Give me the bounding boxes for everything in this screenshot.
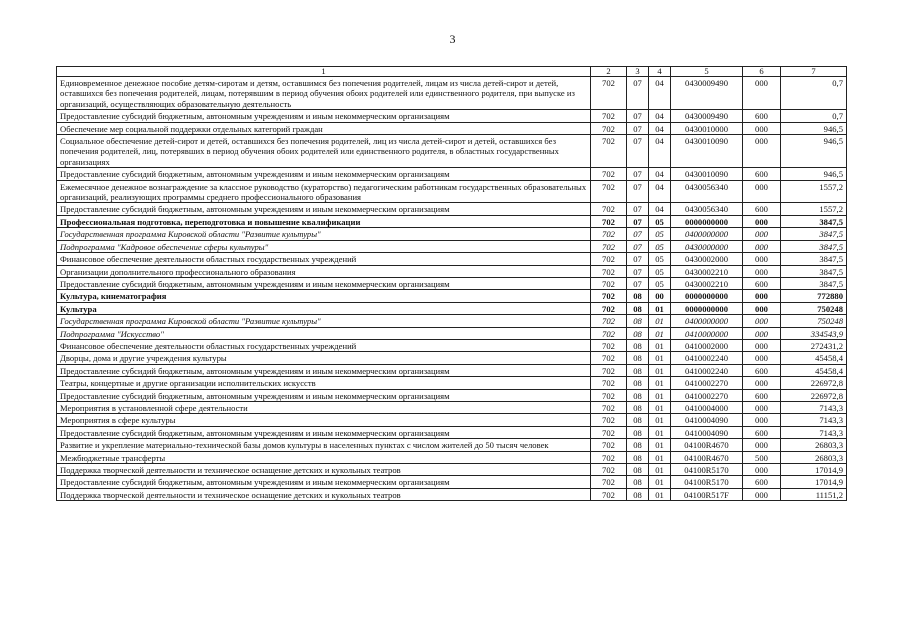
amount-cell: 0,7 [781, 77, 847, 110]
admin-code-cell: 702 [591, 414, 627, 426]
table-row [57, 352, 847, 364]
amount-cell: 26803,3 [781, 439, 847, 451]
item-name-cell: Ежемесячное денежное вознаграждение за классное руководство (кураторство) педагогическим работникам государственных образовательных организаций, реализующих программы среднего профессионального образования [57, 180, 591, 203]
target-article-cell: 0430010090 [671, 168, 743, 180]
admin-code-cell: 702 [591, 180, 627, 203]
section-cell: 07 [627, 135, 649, 168]
item-name-cell: Предоставление субсидий бюджетным, автономным учреждениям и иным некоммерческим организациям [57, 364, 591, 376]
admin-code-cell: 702 [591, 77, 627, 110]
subsection-cell: 01 [649, 439, 671, 451]
expense-type-cell: 000 [743, 401, 781, 413]
subsection-cell: 05 [649, 265, 671, 277]
target-article-cell: 0000000000 [671, 215, 743, 227]
subsection-cell: 00 [649, 290, 671, 302]
subsection-cell: 01 [649, 377, 671, 389]
expense-type-cell: 000 [743, 377, 781, 389]
expense-type-cell: 000 [743, 352, 781, 364]
expense-type-cell: 600 [743, 168, 781, 180]
amount-cell: 26803,3 [781, 451, 847, 463]
target-article-cell: 0410002000 [671, 339, 743, 351]
header-cell: 3 [627, 67, 649, 77]
admin-code-cell: 702 [591, 401, 627, 413]
table-row [57, 315, 847, 327]
amount-cell: 772880 [781, 290, 847, 302]
expense-type-cell: 000 [743, 464, 781, 476]
table-row [57, 327, 847, 339]
item-name-cell: Профессиональная подготовка, переподготовка и повышение квалификации [57, 215, 591, 227]
admin-code-cell: 702 [591, 439, 627, 451]
expense-type-cell: 000 [743, 339, 781, 351]
expense-type-cell: 600 [743, 364, 781, 376]
header-cell: 1 [57, 67, 591, 77]
expense-type-cell: 600 [743, 203, 781, 215]
subsection-cell: 05 [649, 253, 671, 265]
subsection-cell: 01 [649, 464, 671, 476]
section-cell: 07 [627, 228, 649, 240]
subsection-cell: 04 [649, 122, 671, 134]
expense-type-cell: 000 [743, 77, 781, 110]
target-article-cell: 0430002210 [671, 277, 743, 289]
subsection-cell: 01 [649, 488, 671, 500]
target-article-cell: 04100R4670 [671, 451, 743, 463]
item-name-cell: Предоставление субсидий бюджетным, автономным учреждениям и иным некоммерческим организациям [57, 277, 591, 289]
table-row [57, 110, 847, 122]
table-row [57, 122, 847, 134]
target-article-cell: 0430010000 [671, 122, 743, 134]
subsection-cell: 05 [649, 215, 671, 227]
subsection-cell: 01 [649, 389, 671, 401]
expense-type-cell: 600 [743, 476, 781, 488]
header-cell: 6 [743, 67, 781, 77]
admin-code-cell: 702 [591, 315, 627, 327]
amount-cell: 226972,8 [781, 389, 847, 401]
subsection-cell: 05 [649, 240, 671, 252]
table-row [57, 265, 847, 277]
item-name-cell: Предоставление субсидий бюджетным, автономным учреждениям и иным некоммерческим организациям [57, 426, 591, 438]
section-cell: 08 [627, 364, 649, 376]
table-row [57, 364, 847, 376]
table-row [57, 168, 847, 180]
subsection-cell: 04 [649, 168, 671, 180]
target-article-cell: 0430009490 [671, 110, 743, 122]
expense-type-cell: 600 [743, 277, 781, 289]
table-row [57, 203, 847, 215]
admin-code-cell: 702 [591, 168, 627, 180]
amount-cell: 7143,3 [781, 401, 847, 413]
amount-cell: 45458,4 [781, 364, 847, 376]
target-article-cell: 0000000000 [671, 290, 743, 302]
expense-type-cell: 000 [743, 240, 781, 252]
subsection-cell: 05 [649, 228, 671, 240]
item-name-cell: Предоставление субсидий бюджетным, автономным учреждениям и иным некоммерческим организациям [57, 110, 591, 122]
item-name-cell: Мероприятия в установленной сфере деятельности [57, 401, 591, 413]
admin-code-cell: 702 [591, 203, 627, 215]
table-row [57, 476, 847, 488]
expense-type-cell: 600 [743, 426, 781, 438]
target-article-cell: 0400000000 [671, 315, 743, 327]
amount-cell: 17014,9 [781, 476, 847, 488]
admin-code-cell: 702 [591, 377, 627, 389]
target-article-cell: 0410004090 [671, 414, 743, 426]
subsection-cell: 04 [649, 203, 671, 215]
item-name-cell: Предоставление субсидий бюджетным, автономным учреждениям и иным некоммерческим организациям [57, 476, 591, 488]
admin-code-cell: 702 [591, 389, 627, 401]
item-name-cell: Дворцы, дома и другие учреждения культуры [57, 352, 591, 364]
section-cell: 08 [627, 464, 649, 476]
table-row [57, 240, 847, 252]
expense-type-cell: 000 [743, 253, 781, 265]
admin-code-cell: 702 [591, 122, 627, 134]
amount-cell: 3847,5 [781, 240, 847, 252]
section-cell: 07 [627, 122, 649, 134]
subsection-cell: 01 [649, 414, 671, 426]
admin-code-cell: 702 [591, 339, 627, 351]
item-name-cell: Театры, концертные и другие организации исполнительских искусств [57, 377, 591, 389]
item-name-cell: Единовременное денежное пособие детям-сиротам и детям, оставшимся без попечения родителей, лицам из числа детей-сирот и детей, оставшихся без попечения родителей, лицам, потерявшим в период обучения обоих родителей или единственного родителя, при выпуске из организаций, осуществляющих образовательную деятельность [57, 77, 591, 110]
section-cell: 08 [627, 352, 649, 364]
section-cell: 07 [627, 215, 649, 227]
item-name-cell: Финансовое обеспечение деятельности областных государственных учреждений [57, 339, 591, 351]
item-name-cell: Поддержка творческой деятельности и техническое оснащение детских и кукольных театров [57, 488, 591, 500]
item-name-cell: Культура, кинематография [57, 290, 591, 302]
item-name-cell: Финансовое обеспечение деятельности областных государственных учреждений [57, 253, 591, 265]
section-cell: 07 [627, 265, 649, 277]
table-row [57, 77, 847, 110]
amount-cell: 7143,3 [781, 426, 847, 438]
admin-code-cell: 702 [591, 240, 627, 252]
admin-code-cell: 702 [591, 488, 627, 500]
item-name-cell: Межбюджетные трансферты [57, 451, 591, 463]
amount-cell: 0,7 [781, 110, 847, 122]
expense-type-cell: 000 [743, 135, 781, 168]
table-row [57, 401, 847, 413]
expense-type-cell: 000 [743, 290, 781, 302]
item-name-cell: Предоставление субсидий бюджетным, автономным учреждениям и иным некоммерческим организациям [57, 389, 591, 401]
amount-cell: 3847,5 [781, 215, 847, 227]
target-article-cell: 0410002270 [671, 377, 743, 389]
target-article-cell: 04100R5170 [671, 476, 743, 488]
subsection-cell: 01 [649, 327, 671, 339]
expense-type-cell: 600 [743, 110, 781, 122]
subsection-cell: 05 [649, 277, 671, 289]
section-cell: 08 [627, 302, 649, 314]
subsection-cell: 04 [649, 77, 671, 110]
target-article-cell: 0410002240 [671, 352, 743, 364]
item-name-cell: Подпрограмма "Искусство" [57, 327, 591, 339]
target-article-cell: 0410000000 [671, 327, 743, 339]
amount-cell: 3847,5 [781, 277, 847, 289]
amount-cell: 3847,5 [781, 265, 847, 277]
amount-cell: 17014,9 [781, 464, 847, 476]
amount-cell: 3847,5 [781, 228, 847, 240]
target-article-cell: 0410004090 [671, 426, 743, 438]
table-row [57, 290, 847, 302]
section-cell: 08 [627, 426, 649, 438]
section-cell: 07 [627, 168, 649, 180]
item-name-cell: Социальное обеспечение детей-сирот и детей, оставшихся без попечения родителей, лиц из числа детей-сирот и детей, оставшихся без попечения родителей, лиц, потерявших в период обучения обоих родителей или единственного родителя, в областных государственных организациях [57, 135, 591, 168]
expense-type-cell: 000 [743, 439, 781, 451]
item-name-cell: Предоставление субсидий бюджетным, автономным учреждениям и иным некоммерческим организациям [57, 203, 591, 215]
admin-code-cell: 702 [591, 451, 627, 463]
target-article-cell: 0400000000 [671, 228, 743, 240]
admin-code-cell: 702 [591, 110, 627, 122]
target-article-cell: 04100R4670 [671, 439, 743, 451]
subsection-cell: 01 [649, 302, 671, 314]
expense-type-cell: 000 [743, 327, 781, 339]
section-cell: 07 [627, 77, 649, 110]
budget-table [56, 66, 847, 501]
item-name-cell: Развитие и укрепление материально-технической базы домов культуры в населенных пунктах с числом жителей до 50 тысяч человек [57, 439, 591, 451]
table-row [57, 339, 847, 351]
item-name-cell: Государственная программа Кировской области "Развитие культуры" [57, 315, 591, 327]
section-cell: 08 [627, 451, 649, 463]
subsection-cell: 01 [649, 352, 671, 364]
admin-code-cell: 702 [591, 265, 627, 277]
item-name-cell: Организации дополнительного профессионального образования [57, 265, 591, 277]
header-cell: 2 [591, 67, 627, 77]
amount-cell: 750248 [781, 302, 847, 314]
expense-type-cell: 000 [743, 180, 781, 203]
table-header-row [57, 67, 847, 77]
expense-type-cell: 000 [743, 488, 781, 500]
target-article-cell: 0000000000 [671, 302, 743, 314]
table-row [57, 215, 847, 227]
target-article-cell: 0430009490 [671, 77, 743, 110]
target-article-cell: 0430002210 [671, 265, 743, 277]
table-row [57, 389, 847, 401]
table-row [57, 464, 847, 476]
subsection-cell: 01 [649, 315, 671, 327]
admin-code-cell: 702 [591, 228, 627, 240]
target-article-cell: 04100R5170 [671, 464, 743, 476]
admin-code-cell: 702 [591, 215, 627, 227]
section-cell: 08 [627, 290, 649, 302]
target-article-cell: 0410002270 [671, 389, 743, 401]
item-name-cell: Культура [57, 302, 591, 314]
page-number: 3 [449, 32, 456, 46]
amount-cell: 946,5 [781, 122, 847, 134]
header-cell: 4 [649, 67, 671, 77]
table-row [57, 302, 847, 314]
table-row [57, 426, 847, 438]
subsection-cell: 01 [649, 426, 671, 438]
section-cell: 07 [627, 240, 649, 252]
expense-type-cell: 000 [743, 228, 781, 240]
admin-code-cell: 702 [591, 464, 627, 476]
amount-cell: 226972,8 [781, 377, 847, 389]
amount-cell: 946,5 [781, 135, 847, 168]
expense-type-cell: 600 [743, 389, 781, 401]
subsection-cell: 01 [649, 339, 671, 351]
target-article-cell: 0430056340 [671, 203, 743, 215]
table-row [57, 253, 847, 265]
target-article-cell: 0430010090 [671, 135, 743, 168]
target-article-cell: 0410004000 [671, 401, 743, 413]
amount-cell: 11151,2 [781, 488, 847, 500]
expense-type-cell: 000 [743, 414, 781, 426]
item-name-cell: Обеспечение мер социальной поддержки отдельных категорий граждан [57, 122, 591, 134]
expense-type-cell: 000 [743, 315, 781, 327]
table-row [57, 414, 847, 426]
subsection-cell: 01 [649, 476, 671, 488]
section-cell: 08 [627, 339, 649, 351]
target-article-cell: 0430002000 [671, 253, 743, 265]
table-row [57, 377, 847, 389]
subsection-cell: 04 [649, 180, 671, 203]
admin-code-cell: 702 [591, 426, 627, 438]
item-name-cell: Государственная программа Кировской области "Развитие культуры" [57, 228, 591, 240]
item-name-cell: Подпрограмма "Кадровое обеспечение сферы культуры" [57, 240, 591, 252]
expense-type-cell: 000 [743, 215, 781, 227]
subsection-cell: 01 [649, 451, 671, 463]
section-cell: 07 [627, 110, 649, 122]
expense-type-cell: 000 [743, 265, 781, 277]
item-name-cell: Поддержка творческой деятельности и техническое оснащение детских и кукольных театров [57, 464, 591, 476]
subsection-cell: 01 [649, 401, 671, 413]
admin-code-cell: 702 [591, 290, 627, 302]
amount-cell: 1557,2 [781, 180, 847, 203]
admin-code-cell: 702 [591, 135, 627, 168]
section-cell: 08 [627, 401, 649, 413]
admin-code-cell: 702 [591, 476, 627, 488]
table-row [57, 439, 847, 451]
section-cell: 07 [627, 253, 649, 265]
section-cell: 08 [627, 414, 649, 426]
section-cell: 07 [627, 180, 649, 203]
target-article-cell: 0410002240 [671, 364, 743, 376]
header-cell: 5 [671, 67, 743, 77]
section-cell: 08 [627, 327, 649, 339]
admin-code-cell: 702 [591, 302, 627, 314]
target-article-cell: 0430000000 [671, 240, 743, 252]
table-row [57, 180, 847, 203]
table-body [57, 67, 847, 501]
amount-cell: 334543,9 [781, 327, 847, 339]
table-row [57, 451, 847, 463]
subsection-cell: 04 [649, 135, 671, 168]
admin-code-cell: 702 [591, 352, 627, 364]
table-row [57, 277, 847, 289]
section-cell: 08 [627, 389, 649, 401]
section-cell: 08 [627, 488, 649, 500]
admin-code-cell: 702 [591, 277, 627, 289]
header-cell: 7 [781, 67, 847, 77]
amount-cell: 750248 [781, 315, 847, 327]
expense-type-cell: 000 [743, 122, 781, 134]
section-cell: 08 [627, 439, 649, 451]
section-cell: 08 [627, 476, 649, 488]
table-row [57, 488, 847, 500]
item-name-cell: Мероприятия в сфере культуры [57, 414, 591, 426]
subsection-cell: 04 [649, 110, 671, 122]
admin-code-cell: 702 [591, 253, 627, 265]
expense-type-cell: 500 [743, 451, 781, 463]
section-cell: 08 [627, 377, 649, 389]
section-cell: 07 [627, 277, 649, 289]
table-row [57, 135, 847, 168]
section-cell: 08 [627, 315, 649, 327]
target-article-cell: 04100R517F [671, 488, 743, 500]
section-cell: 07 [627, 203, 649, 215]
subsection-cell: 01 [649, 364, 671, 376]
table-row [57, 228, 847, 240]
amount-cell: 272431,2 [781, 339, 847, 351]
target-article-cell: 0430056340 [671, 180, 743, 203]
expense-type-cell: 000 [743, 302, 781, 314]
item-name-cell: Предоставление субсидий бюджетным, автономным учреждениям и иным некоммерческим организациям [57, 168, 591, 180]
admin-code-cell: 702 [591, 327, 627, 339]
amount-cell: 946,5 [781, 168, 847, 180]
amount-cell: 45458,4 [781, 352, 847, 364]
admin-code-cell: 702 [591, 364, 627, 376]
amount-cell: 7143,3 [781, 414, 847, 426]
amount-cell: 3847,5 [781, 253, 847, 265]
amount-cell: 1557,2 [781, 203, 847, 215]
